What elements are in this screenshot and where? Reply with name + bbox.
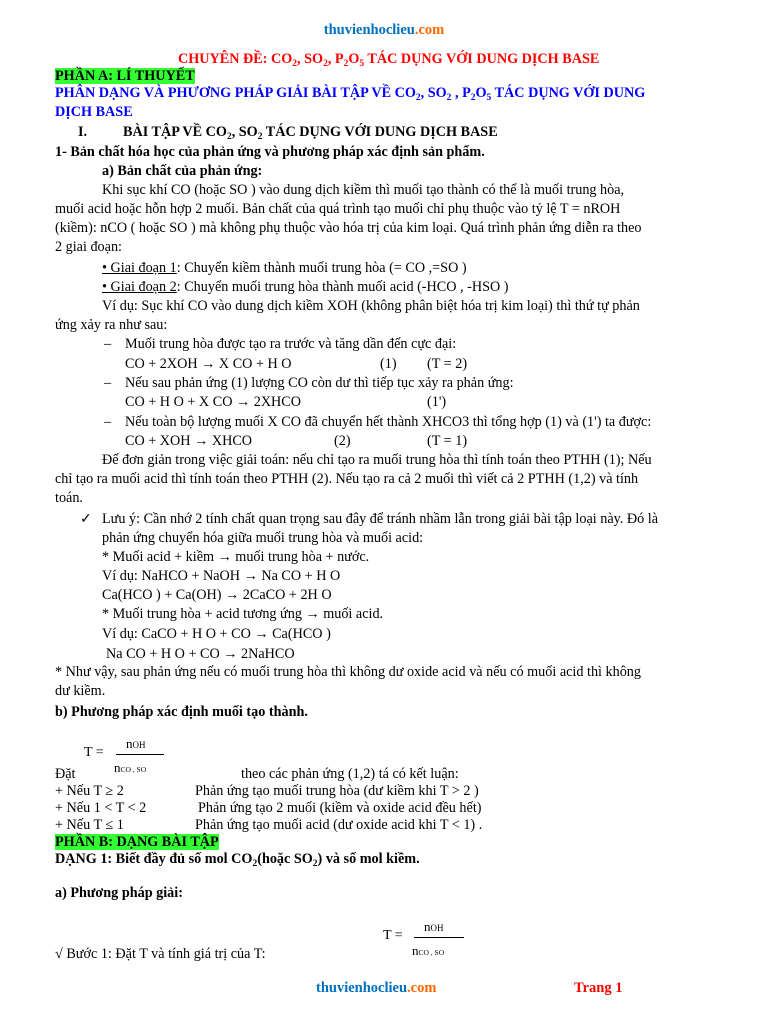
section-title: BÀI TẬP VỀ $CO_2$, $SO_2$ TÁC DỤNG VỚI DUNG DỊCH BASE [123,124,498,142]
method-heading: a) Phương pháp giải: [55,885,183,901]
conclusion-line: dư kiềm. [55,683,106,699]
simplify-line: Để đơn giản trong việc giải toán: nếu chỉ tạo ra muối trung hòa thì tính toán theo PTHH (1); Nếu [102,452,652,468]
equation-2-number: (2) [334,433,351,449]
heading-a: a) Bản chất của phản ứng: [102,163,263,179]
example-line: ứng xảy ra như sau: [55,317,168,333]
note-line: Ví dụ: NaHCO + NaOH → Na CO + H O [102,568,341,584]
paragraph-line: 2 giai đoạn: [55,239,122,255]
example-line: Ví dụ: Sục khí CO vào dung dịch kiềm XOH (không phân biệt hóa trị kim loại) thì thứ tự phản [102,298,640,314]
heading-1: 1- Bản chất hóa học của phản ứng và phương pháp xác định sản phẩm. [55,144,485,160]
dash-bullet: – [104,414,112,430]
stage-1: • Giai đoạn 1: Chuyển kiềm thành muối trung hòa (= CO ,=SO ) [102,260,467,276]
page-number: Trang 1 [574,980,623,996]
check-icon: ✓ [80,511,92,527]
dash-bullet: – [104,375,112,391]
site-domain[interactable]: .com [414,22,445,38]
equation-2: CO + XOH → XHCO [125,433,253,449]
step-1: √ Bước 1: Đặt T và tính giá trị của T: [55,946,266,962]
note-line: Ca(HCO ) + Ca(OH) → 2CaCO + 2H O [102,587,332,603]
site-name[interactable]: thuvienhoclieu [323,22,415,38]
bullet-text: Muối trung hòa được tạo ra trước và tăng dần đến cực đại: [125,336,457,352]
part-b-heading: PHẦN B: DẠNG BÀI TẬP [55,834,219,850]
equation-1-ratio: (T = 2) [427,356,468,372]
set-label: Đặt [55,766,76,782]
conclusion-line: * Như vậy, sau phản ứng nếu có muối trung hòa thì không dư oxide acid và nếu có muối acid thì không [55,664,641,680]
note-line: phản ứng chuyển hóa giữa muối trung hòa và muối acid: [102,530,424,546]
note-line: * Muối trung hòa + acid tương ứng → muối acid. [102,606,384,622]
stage-2: • Giai đoạn 2: Chuyển muối trung hòa thành muối acid (-HCO , -HSO ) [102,279,509,295]
equation-1prime: CO + H O + X CO → 2XHCO [125,394,302,410]
simplify-line: toán. [55,490,83,506]
note-line: * Muối acid + kiềm → muối trung hòa + nước. [102,549,370,565]
case-result: Phản ứng tạo 2 muối (kiềm và oxide acid đều hết) [198,800,482,816]
document-title: CHUYÊN ĐỀ: $CO_2$, $SO_2$, $P_2O_5$ TÁC DỤNG VỚI DUNG DỊCH BASE [178,51,600,69]
page-header [0,22,768,39]
case-condition: + Nếu T ≤ 1 [55,817,124,833]
part-a-heading: PHẦN A: LÍ THUYẾT [55,68,195,84]
simplify-line: chỉ tạo ra muối acid thì tính toán theo PTHH (2). Nếu tạo ra cả 2 muối thì viết cả 2 PTHH (1,2) và tính [55,471,639,487]
type-1-heading: DẠNG 1: Biết đầy đủ số mol $CO_2(hoặc$ $SO_2$) và số mol kiềm. [55,851,420,869]
equation-1prime-number: (1') [427,394,447,410]
bullet-text: Nếu sau phản ứng (1) lượng CO còn dư thì tiếp tục xảy ra phản ứng: [125,375,514,391]
section-number: I. [78,124,88,140]
paragraph-line: (kiềm): nCO ( hoặc SO ) mà không phụ thuộc vào hóa trị của kim loại. Quá trình phản ứng diễn ra theo [55,220,642,236]
note-line: Na CO + H O + CO → 2NaHCO [106,646,295,662]
bullet-text: Nếu toàn bộ lượng muối X CO đã chuyển hết thành XHCO3 thì tổng hợp (1) và (1') ta được: [125,414,652,430]
case-result: Phản ứng tạo muối trung hòa (dư kiềm khi T > 2 ) [195,783,479,799]
equation-2-ratio: (T = 1) [427,433,468,449]
dash-bullet: – [104,336,112,352]
footer-site[interactable]: thuvienhoclieu.com [316,980,437,996]
paragraph-line: muối acid hoặc hỗn hợp 2 muối. Bản chất của quá trình tạo muối chỉ phụ thuộc vào tỷ lệ T = nROH [55,201,621,217]
equation-1: CO + 2XOH → X CO + H O [125,356,292,372]
equation-1-number: (1) [380,356,397,372]
classify-heading-line1: PHÂN DẠNG VÀ PHƯƠNG PHÁP GIẢI BÀI TẬP VỀ $CO_2$, $SO_2$ , $P_2O_5$ TÁC DỤNG VỚI DUNG [55,85,646,103]
case-result: Phản ứng tạo muối acid (dư oxide acid khi T < 1) . [195,817,483,833]
paragraph-line: Khi sục khí CO (hoặc SO ) vào dung dịch kiềm thì muối tạo thành có thể là muối trung hòa, [102,182,625,198]
note-line: Ví dụ: CaCO + H O + CO → Ca(HCO ) [102,626,331,642]
set-text: theo các phản ứng (1,2) tá có kết luận: [241,766,459,782]
document-page: thuvienhoclieu.com CHUYÊN ĐỀ: $CO_2$, $SO_2$, $P_2O_5$ TÁC DỤNG VỚI DUNG DỊCH BASE PHẦN A: LÍ THUYẾT PHÂN DẠNG VÀ PHƯƠNG PHÁP GIẢI BÀI TẬP VỀ $CO_2$, $SO_2$ , $P_2O_5$ TÁC DỤNG VỚI DUNG DỊCH BASE I. BÀI TẬP VỀ $CO_2$, $SO_2$ TÁC DỤNG VỚI DUNG DỊCH BASE 1- Bản chất hóa học của phản ứng và phương pháp xác định sản phẩm. a) Bản chất của phản ứng: Khi sục khí CO (hoặc SO ) vào dung dịch kiềm thì muối tạo thành có thể là muối trung hòa, muối acid hoặc hỗn hợp 2 muối. Bản chất của quá trình tạo muối chỉ phụ thuộc vào tỷ lệ T = nROH (kiềm): nCO ( hoặc SO ) mà không phụ thuộc vào hóa trị của kim loại. Quá trình phản ứng diễn ra theo 2 giai đoạn: • Giai đoạn 1: Chuyển kiềm thành muối trung hòa (= CO ,=SO ) • Giai đoạn 2: Chuyển muối trung hòa thành muối acid (-HCO , -HSO ) Ví dụ: Sục khí CO vào dung dịch kiềm XOH (không phân biệt hóa trị kim loại) thì thứ tự phản ứng xảy ra như sau: – Muối trung hòa được tạo ra trước và tăng dần đến cực đại: CO + 2XOH → X CO + H O (1) (T = 2) – Nếu sau phản ứng (1) lượng CO còn dư thì tiếp tục xảy ra phản ứng: CO + H O + X CO → 2XHCO (1') – Nếu toàn bộ lượng muối X CO đã chuyển hết thành XHCO3 thì tổng hợp (1) và (1') ta được: CO + XOH → XHCO (2) (T = 1) Để đơn giản trong việc giải toán: nếu chỉ tạo ra muối trung hòa thì tính toán theo PTHH (1); Nếu chỉ tạo ra muối acid thì tính toán theo PTHH (2). Nếu tạo ra cả 2 muối thì viết cả 2 PTHH (1,2) và tính toán. ✓ Lưu ý: Cần nhớ 2 tính chất quan trọng sau đây để tránh nhầm lẫn trong giải bài tập loại này. Đó là phản ứng chuyển hóa giữa muối trung hòa và muối acid: * Muối acid + kiềm → muối trung hòa + nước. Ví dụ: NaHCO + NaOH → Na CO + H O Ca(HCO ) + Ca(OH) → 2CaCO + 2H O * Muối trung hòa + acid tương ứng → muối acid. Ví dụ: CaCO + H O + CO → Ca(HCO ) Na CO + H O + CO → 2NaHCO * Như vậy, sau phản ứng nếu có muối trung hòa thì không dư oxide acid và nếu có muối acid thì không dư kiềm. b) Phương pháp xác định muối tạo thành. T = nOH nCO , SO Đặt theo các phản ứng (1,2) tá có kết luận: + Nếu T ≥ 2 Phản ứng tạo muối trung hòa (dư kiềm khi T > 2 ) + Nếu 1 < T < 2 Phản ứng tạo 2 muối (kiềm và oxide acid đều hết) + Nếu T ≤ 1 Phản ứng tạo muối acid (dư oxide acid khi T < 1) . PHẦN B: DẠNG BÀI TẬP DẠNG 1: Biết đầy đủ số mol $CO_2(hoặc$ $SO_2$) và số mol kiềm. a) Phương pháp giải: T = nOH nCO , SO √ Bước 1: Đặt T và tính giá trị của T: thuvienhoclieu.com Trang 1 [0,0,768,1024]
heading-b: b) Phương pháp xác định muối tạo thành. [55,704,308,720]
case-condition: + Nếu 1 < T < 2 [55,800,147,816]
classify-heading-line2: DỊCH BASE [55,104,133,120]
case-condition: + Nếu T ≥ 2 [55,783,124,799]
note-line: Lưu ý: Cần nhớ 2 tính chất quan trọng sau đây để tránh nhầm lẫn trong giải bài tập loại này. Đó là [102,511,659,527]
